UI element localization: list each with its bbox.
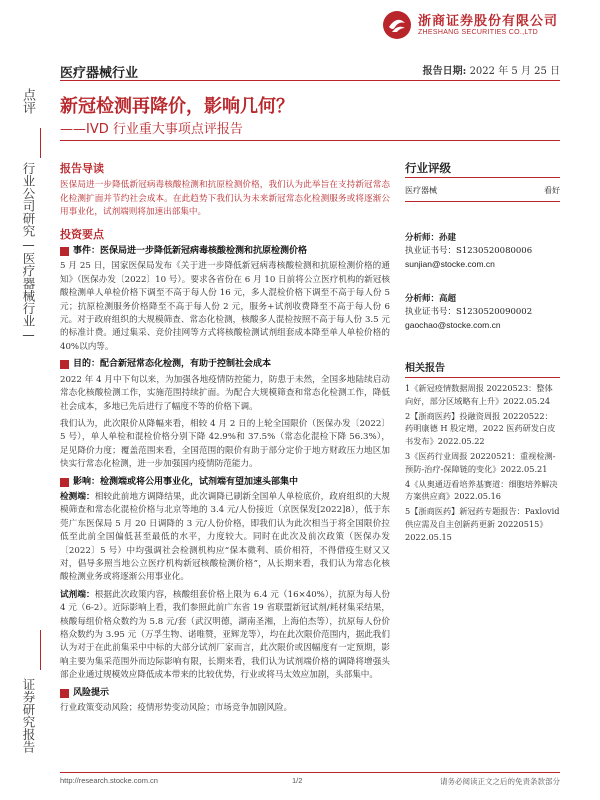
bullet-square-icon: [60, 689, 69, 698]
brand-logo: [382, 10, 558, 40]
impact-body-2: 根据此次政策内容，核酸组套价格上限为 6.4 元（16×40%），抗原为每人份 4 元（6-2）。近际影响上看，我们参照此前广东省 19 省联盟新冠试剂/耗材集采结果，核酸每组价格众数约为 5.8 元/套（武汉明德，湖南圣湘，上海伯杰等），抗原每人份价格众数约为 3.95 元（万孚生物、诺唯赞，亚辉龙等），均在此次限价范围内，据此我们认为对于在此前集采中中标的大部分试剂厂家而言，此次限价或因幅度有一定预期，影响主要为集采范围外而边际影响有限，长期来看，我们认为试剂端价格的调降将增强头部企业通过规模效应降低成本带来的比较优势，行业或将马太效应加剧，头部集中。: [60, 589, 390, 681]
analyst-2-label: 分析师：: [405, 294, 440, 304]
analyst-2-name: [405, 293, 560, 306]
impact-label-2: 试剂端：: [60, 589, 95, 600]
related-item[interactable]: 2【浙商医药】投融资周报 20220522：药明康德 H 股定增，2022 医药研发白皮书发布》2022.05.22: [405, 410, 556, 447]
report-title: 新冠检测再降价，影响几何？: [60, 96, 294, 117]
related-item[interactable]: 1《新冠疫情数据周报 20220523：整体向好，部分区域略有上升》2022.05.24: [405, 383, 553, 406]
main-column: [60, 162, 390, 719]
report-date-label: 报告日期:: [422, 66, 467, 77]
brand-name-cn: 浙商证券股份有限公司: [417, 14, 558, 29]
impact-heading: [60, 476, 390, 489]
header-rule: [60, 80, 560, 81]
analyst-2-email[interactable]: gaochao@stocke.com.cn: [405, 320, 501, 330]
purpose-heading-text: 目的：配合新冠常态化检测，有助于控制社会成本: [73, 359, 272, 370]
rating-row: [405, 184, 560, 202]
related-item[interactable]: 3《医药行业周报 20220521：重视检测-预防-治疗-保障链的变化》2022.05.21: [405, 450, 556, 474]
report-date-value: 2022 年 5 月 25 日: [469, 66, 560, 77]
header-bar: [0, 0, 600, 52]
side-label-top: 点评: [20, 88, 35, 114]
event-heading: [60, 245, 390, 258]
report-date: [423, 62, 560, 77]
impact-text-2: [60, 589, 390, 683]
guide-heading: 报告导读: [60, 162, 104, 175]
purpose-heading: [60, 358, 390, 371]
side-label-middle: 行业公司研究—医疗器械行业—: [21, 162, 36, 342]
side-label-bottom: 证券研究报告: [21, 678, 36, 753]
analyst-1: [405, 232, 560, 271]
page-number: 1/2: [292, 776, 303, 785]
analyst-2: [405, 293, 560, 332]
purpose-text-2: 我们认为，此次限价从降幅来看，相较 4 月 2 日的上轮全国限价（医保办发〔2022〕5 号），单人单检和混检价格分别下降 42.9%和 37.5%（常态化混检下降 56.3%），足见降价力度；覆盖范围来看，全国范围的限价有助于部分定价于地方财政压力地区加快实行常态化检测，进一步加强国内疫情防范能力。: [60, 418, 390, 470]
risk-heading-text: 风险提示: [73, 687, 110, 698]
footer-url[interactable]: http://research.stocke.com.cn: [60, 776, 158, 785]
side-divider-2: [40, 630, 41, 670]
sidebar: [405, 162, 560, 546]
analyst-1-email[interactable]: sunjian@stocke.com.cn: [405, 259, 495, 269]
title-rule: [60, 140, 560, 141]
event-heading-text: 事件：医保局进一步降低新冠病毒核酸检测和抗原检测价格: [73, 246, 308, 257]
related-item[interactable]: 5【浙商医药】新冠药专题报告：Paxlovid 供应需及自主创新药更新 20220515》2022.05.15: [405, 506, 560, 542]
rating-value: 看好: [544, 186, 560, 195]
related-list: [405, 382, 560, 544]
impact-text-1: [60, 491, 390, 585]
related-heading: 相关报告: [405, 362, 560, 378]
impact-label-1: 检测端：: [60, 491, 95, 502]
rating-heading: 行业评级: [405, 162, 560, 178]
analyst-2-name-text: 高超: [439, 294, 457, 304]
points-heading: 投资要点: [60, 227, 104, 241]
brand-logo-icon: [382, 10, 412, 40]
analyst-1-name: [405, 232, 560, 245]
bullet-square-icon: [60, 247, 69, 256]
impact-body-1: 相较此前地方调降结果，此次调降已刷新全国单人单检底价，政府组织的大规模筛查和常态化混检价格与北京等地的 3.4 元/人份接近（京医保发[2022]8），低于东莞广东医保局 5 月 20 日调降的 3 元/人份价格，即我们认为此次相当于将全国限价拉低至此前全国偏低甚至最低的水平，力度较大。同时在此次及前次政策（医保办发〔2022〕5 号）中均强调社会检测机构应“保本微利、质价相符，不得借疫生财又又对，倡导多照当地公立医疗机构新冠核酸检测价格”，从长期来看，我们认为常态化核酸检测业务或将逐渐公用事业化。: [60, 491, 390, 583]
report-subtitle: ——IVD 行业重大事项点评报告: [60, 122, 243, 137]
risk-heading: [60, 687, 390, 700]
disclaimer-note: 请务必阅读正文之后的免责条款部分: [440, 777, 560, 786]
rating-industry: 医疗器械: [405, 186, 437, 195]
analyst-1-name-text: 孙建: [439, 233, 457, 243]
bullet-square-icon: [60, 360, 69, 369]
guide-text: 医保局进一步降低新冠病毒核酸检测和抗原检测价格，我们认为此举旨在支持新冠常态化检测扩面并节约社会成本。在此趋势下我们认为未来新冠常态化检测服务或将逐渐公用事业化，试剂端则将加速出部集中。: [60, 180, 390, 218]
footer-rule: [60, 772, 560, 773]
purpose-text-1: 2022 年 4 月中下旬以来，为加强各地疫情防控能力，防患于未然，全国多地陆续启动常态化核酸检测工作，实施范围持续扩面。为配合大规模筛查和常态化检测工作，降低社会成本，多地已先后进行了幅度不等的价格下调。: [60, 374, 390, 412]
related-item[interactable]: 4《从奥通迈看培养基赛道：细胞培养解决方案供应商》2022.05.16: [405, 478, 558, 502]
analyst-1-label: 分析师：: [405, 233, 440, 243]
risk-text: 行业政策变动风险；疫情形势变动风险；市场竞争加剧风险。: [60, 703, 293, 714]
analyst-2-cert: 执业证书号：S1230520090002: [405, 307, 533, 317]
brand-name-en: ZHESHANG SECURITIES CO.,LTD: [417, 29, 538, 36]
bullet-square-icon: [60, 478, 69, 487]
industry-label: 医疗器械行业: [60, 66, 139, 81]
event-text: 5 月 25 日，国家医保局发布《关于进一步降低新冠病毒核酸检测和抗原检测价格的通知》（医保办发〔2022〕10 号）。要求各省份在 6 月 10 日前将公立医疗机构的新冠核酸检测单人单检价格下调至不高于每人份 16 元，多人混检价格下调至不高于每人份 5 元；抗原检测服务价格降至不高于每人份 2 元，服务+试剂收费降至不高于每人份 6 元。对于政府组织的大规模筛查、常态化检测，核酸多人混检按照不高于每人份 3.5 元的标准计费。通过集采、竞价挂网等方式将核酸检测试剂组套成本降至单人单检价格的 40%以内等。: [60, 261, 390, 352]
side-divider-1: [40, 128, 41, 158]
impact-heading-text: 影响：检测端或将公用事业化，试剂端有望加速头部集中: [73, 476, 299, 487]
analyst-1-cert: 执业证书号：S1230520080006: [405, 246, 533, 256]
